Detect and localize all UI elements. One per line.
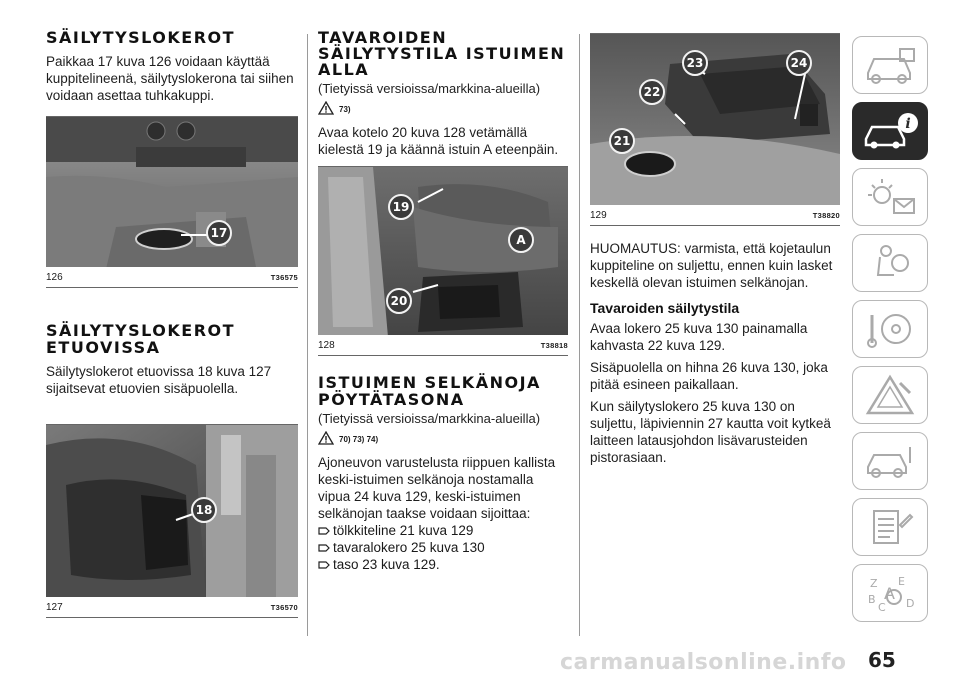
under-seat-storage-illustration <box>318 167 568 335</box>
subsection-heading: Tavaroiden säilytystila <box>590 300 740 316</box>
tab-index[interactable] <box>852 564 928 622</box>
paragraph: HUOMAUTUS: varmista, että kojetaulun kuppiteline on suljettu, ennen kuin lasket keskellä olevan istuimen selkänojan. <box>590 241 833 290</box>
tab-safety[interactable] <box>852 234 928 292</box>
callout-badge: 24 <box>786 50 812 76</box>
figure-127 <box>46 424 298 618</box>
warning-ref-text: 70) 73) 74) <box>339 435 379 444</box>
list-item-text: tölkkiteline 21 kuva 129 <box>333 523 474 538</box>
paragraph: Säilytyslokerot etuovissa 18 kuva 127 sijaitsevat etuovien sisäpuolella. <box>46 364 272 396</box>
paragraph: Paikkaa 17 kuva 126 voidaan käyttää kuppitelineenä, säilytyslokerona tai siihen voidaan asettaa tuhkakuppi. <box>46 54 294 103</box>
column-divider <box>579 34 580 636</box>
subheading: (Tietyissä versioissa/markkina-alueilla) <box>318 81 541 96</box>
section-heading: TAVAROIDEN SÄILYTYSTILA ISTUIMEN ALLA <box>318 28 566 79</box>
tab-starting-driving[interactable] <box>852 300 928 358</box>
section-heading: SÄILYTYSLOKEROT <box>46 28 236 47</box>
callout-badge: A <box>508 227 534 253</box>
figure-code: T36570 <box>270 602 298 612</box>
column-1 <box>46 30 298 104</box>
svg-text:D: D <box>906 597 915 610</box>
column-divider <box>307 34 308 636</box>
car-service-icon <box>860 439 920 483</box>
column-3 <box>590 240 840 466</box>
figure-image <box>590 34 840 205</box>
svg-text:i: i <box>905 116 911 132</box>
bullet-icon <box>318 526 330 536</box>
warning-lights-icon <box>860 175 920 219</box>
watermark: carmanualsonline.info <box>560 650 847 675</box>
alphabetical-index-icon <box>860 571 920 615</box>
column-2 <box>318 30 568 158</box>
tab-maintenance[interactable] <box>852 432 928 490</box>
steering-wheel-icon <box>860 307 920 351</box>
column-2-lower <box>318 374 568 573</box>
paragraph: Avaa kotelo 20 kuva 128 vetämällä kielestä 19 ja käännä istuin A eteenpäin. <box>318 125 559 157</box>
callout-badge: 19 <box>388 194 414 220</box>
tab-knowing-vehicle[interactable] <box>852 102 928 160</box>
paragraph: Kun säilytyslokero 25 kuva 130 on suljettu, läpiviennin 27 kautta voit kytkeä laitteen latausjohdon lisävarusteiden pistorasiaan. <box>590 399 831 465</box>
warning-reference <box>318 101 568 119</box>
callout-badge: 23 <box>682 50 708 76</box>
figure-code: T36575 <box>270 272 298 282</box>
bullet-icon <box>318 560 330 570</box>
airbag-seat-icon <box>860 241 920 285</box>
column-1-lower <box>46 322 298 397</box>
door-pocket-illustration <box>46 425 298 597</box>
list-item <box>318 556 568 573</box>
figure-image <box>46 117 298 267</box>
paragraph: Avaa lokero 25 kuva 130 painamalla kahvasta 22 kuva 129. <box>590 321 808 353</box>
car-dashboard-icon <box>860 43 920 87</box>
chapter-tabs <box>852 36 928 630</box>
figure-caption <box>590 205 840 225</box>
figure-caption <box>46 267 298 287</box>
section-heading: ISTUIMEN SELKÄNOJA PÖYTÄTASONA <box>318 373 541 409</box>
list-item <box>318 522 568 539</box>
tab-lights[interactable] <box>852 168 928 226</box>
page-number: 65 <box>868 648 896 672</box>
car-info-icon <box>860 109 920 153</box>
svg-text:E: E <box>898 575 905 588</box>
section-heading: SÄILYTYSLOKEROT ETUOVISSA <box>46 321 236 357</box>
figure-number: 126 <box>46 271 63 283</box>
figure-image <box>318 167 568 335</box>
tab-technical-data[interactable] <box>852 498 928 556</box>
subheading: (Tietyissä versioissa/markkina-alueilla) <box>318 411 541 426</box>
tab-dashboard[interactable] <box>852 36 928 94</box>
callout-badge: 22 <box>639 79 665 105</box>
warning-reference <box>318 431 568 449</box>
figure-caption <box>318 335 568 355</box>
specifications-list-icon <box>860 505 920 549</box>
svg-text:A: A <box>884 584 895 603</box>
figure-126 <box>46 116 298 288</box>
list-item-text: tavaralokero 25 kuva 130 <box>333 540 485 555</box>
svg-text:B: B <box>868 593 876 606</box>
hazard-triangle-icon <box>860 373 920 417</box>
paragraph: Sisäpuolella on hihna 26 kuva 130, joka pitää esineen paikallaan. <box>590 360 828 392</box>
figure-129 <box>590 33 840 226</box>
callout-badge: 17 <box>206 220 232 246</box>
figure-number: 127 <box>46 601 63 613</box>
figure-code: T38820 <box>812 210 840 220</box>
figure-number: 129 <box>590 209 607 221</box>
svg-text:C: C <box>878 601 886 614</box>
figure-image <box>46 425 298 597</box>
callout-badge: 21 <box>609 128 635 154</box>
bullet-list <box>318 522 568 573</box>
figure-number: 128 <box>318 339 335 351</box>
paragraph: Ajoneuvon varustelusta riippuen kallista keski-istuimen selkänoja nostamalla vipua 24 kuva 129, keski-istuimen selkänojan taakse voidaan sijoittaa: <box>318 455 556 521</box>
callout-badge: 20 <box>386 288 412 314</box>
figure-caption <box>46 597 298 617</box>
warning-icon <box>318 431 334 445</box>
dashboard-cupholder-illustration <box>46 117 298 267</box>
figure-code: T38818 <box>540 340 568 350</box>
svg-text:Z: Z <box>870 577 878 590</box>
bullet-icon <box>318 543 330 553</box>
tab-emergency[interactable] <box>852 366 928 424</box>
callout-badge: 18 <box>191 497 217 523</box>
warning-icon <box>318 101 334 115</box>
list-item-text: taso 23 kuva 129. <box>333 557 440 572</box>
figure-128 <box>318 166 568 356</box>
list-item <box>318 539 568 556</box>
warning-ref-text: 73) <box>339 105 351 114</box>
